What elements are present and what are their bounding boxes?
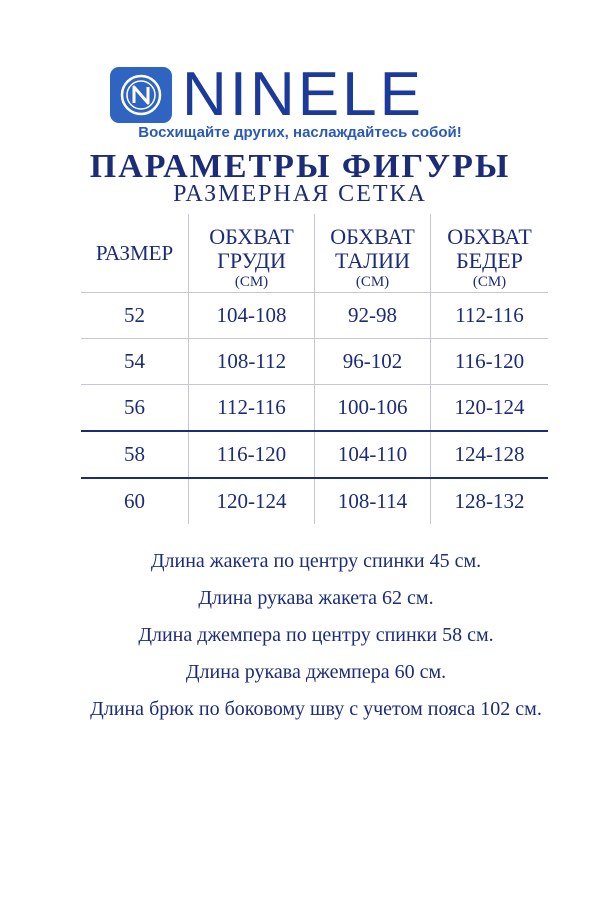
column-header-line: ГРУДИ — [217, 248, 286, 273]
table-header-row — [81, 214, 548, 293]
hips-cell: 128-132 — [431, 478, 549, 524]
size-cell: 54 — [81, 339, 189, 385]
page-subtitle: РАЗМЕРНАЯ СЕТКА — [173, 181, 427, 207]
hips-column-header — [431, 214, 549, 293]
brand-logo — [110, 60, 424, 129]
brand-tagline: Восхищайте других, наслаждайтесь собой! — [138, 124, 462, 141]
waist-cell: 104-110 — [315, 431, 431, 478]
table-row — [81, 339, 548, 385]
garment-measurements-notes — [60, 550, 572, 735]
hips-cell: 116-120 — [431, 339, 549, 385]
waist-column-header — [315, 214, 431, 293]
waist-cell: 96-102 — [315, 339, 431, 385]
brand-name: NINELE — [182, 60, 424, 129]
note-jumper-sleeve: Длина рукава джемпера 60 см. — [185, 661, 447, 683]
table-row — [81, 431, 548, 478]
table-row — [81, 478, 548, 524]
chest-cell: 108-112 — [189, 339, 315, 385]
hips-cell: 112-116 — [431, 293, 549, 339]
hips-cell: 120-124 — [431, 385, 549, 432]
column-header-unit: (СМ) — [234, 274, 269, 290]
page-title: ПАРАМЕТРЫ ФИГУРЫ — [89, 148, 511, 185]
size-cell: 52 — [81, 293, 189, 339]
column-header-unit: (СМ) — [355, 274, 390, 290]
logo-badge-icon — [110, 67, 172, 123]
column-header-line: ОБХВАТ — [447, 224, 532, 249]
size-column-header: РАЗМЕР — [81, 214, 189, 293]
table-row — [81, 293, 548, 339]
size-cell: 58 — [81, 431, 189, 478]
chest-cell: 112-116 — [189, 385, 315, 432]
waist-cell: 92-98 — [315, 293, 431, 339]
chest-column-header — [189, 214, 315, 293]
table-row — [81, 385, 548, 432]
chest-cell: 104-108 — [189, 293, 315, 339]
waist-cell: 100-106 — [315, 385, 431, 432]
size-cell: 56 — [81, 385, 189, 432]
column-header-unit: (СМ) — [472, 274, 507, 290]
note-jacket-sleeve: Длина рукава жакета 62 см. — [198, 587, 434, 609]
waist-cell: 108-114 — [315, 478, 431, 524]
column-header-line: ТАЛИИ — [335, 248, 410, 273]
column-header-line: ОБХВАТ — [330, 224, 415, 249]
hips-cell: 124-128 — [431, 431, 549, 478]
note-jacket-length: Длина жакета по центру спинки 45 см. — [150, 550, 482, 572]
column-header-line: ОБХВАТ — [209, 224, 294, 249]
size-chart-table — [81, 214, 548, 524]
chest-cell: 120-124 — [189, 478, 315, 524]
note-trousers-length: Длина брюк по боковому шву с учетом пояса 102 см. — [90, 698, 542, 720]
size-cell: 60 — [124, 489, 145, 513]
column-header-line: БЕДЕР — [456, 248, 523, 273]
note-jumper-length: Длина джемпера по центру спинки 58 см. — [138, 624, 494, 646]
chest-cell: 116-120 — [189, 431, 315, 478]
